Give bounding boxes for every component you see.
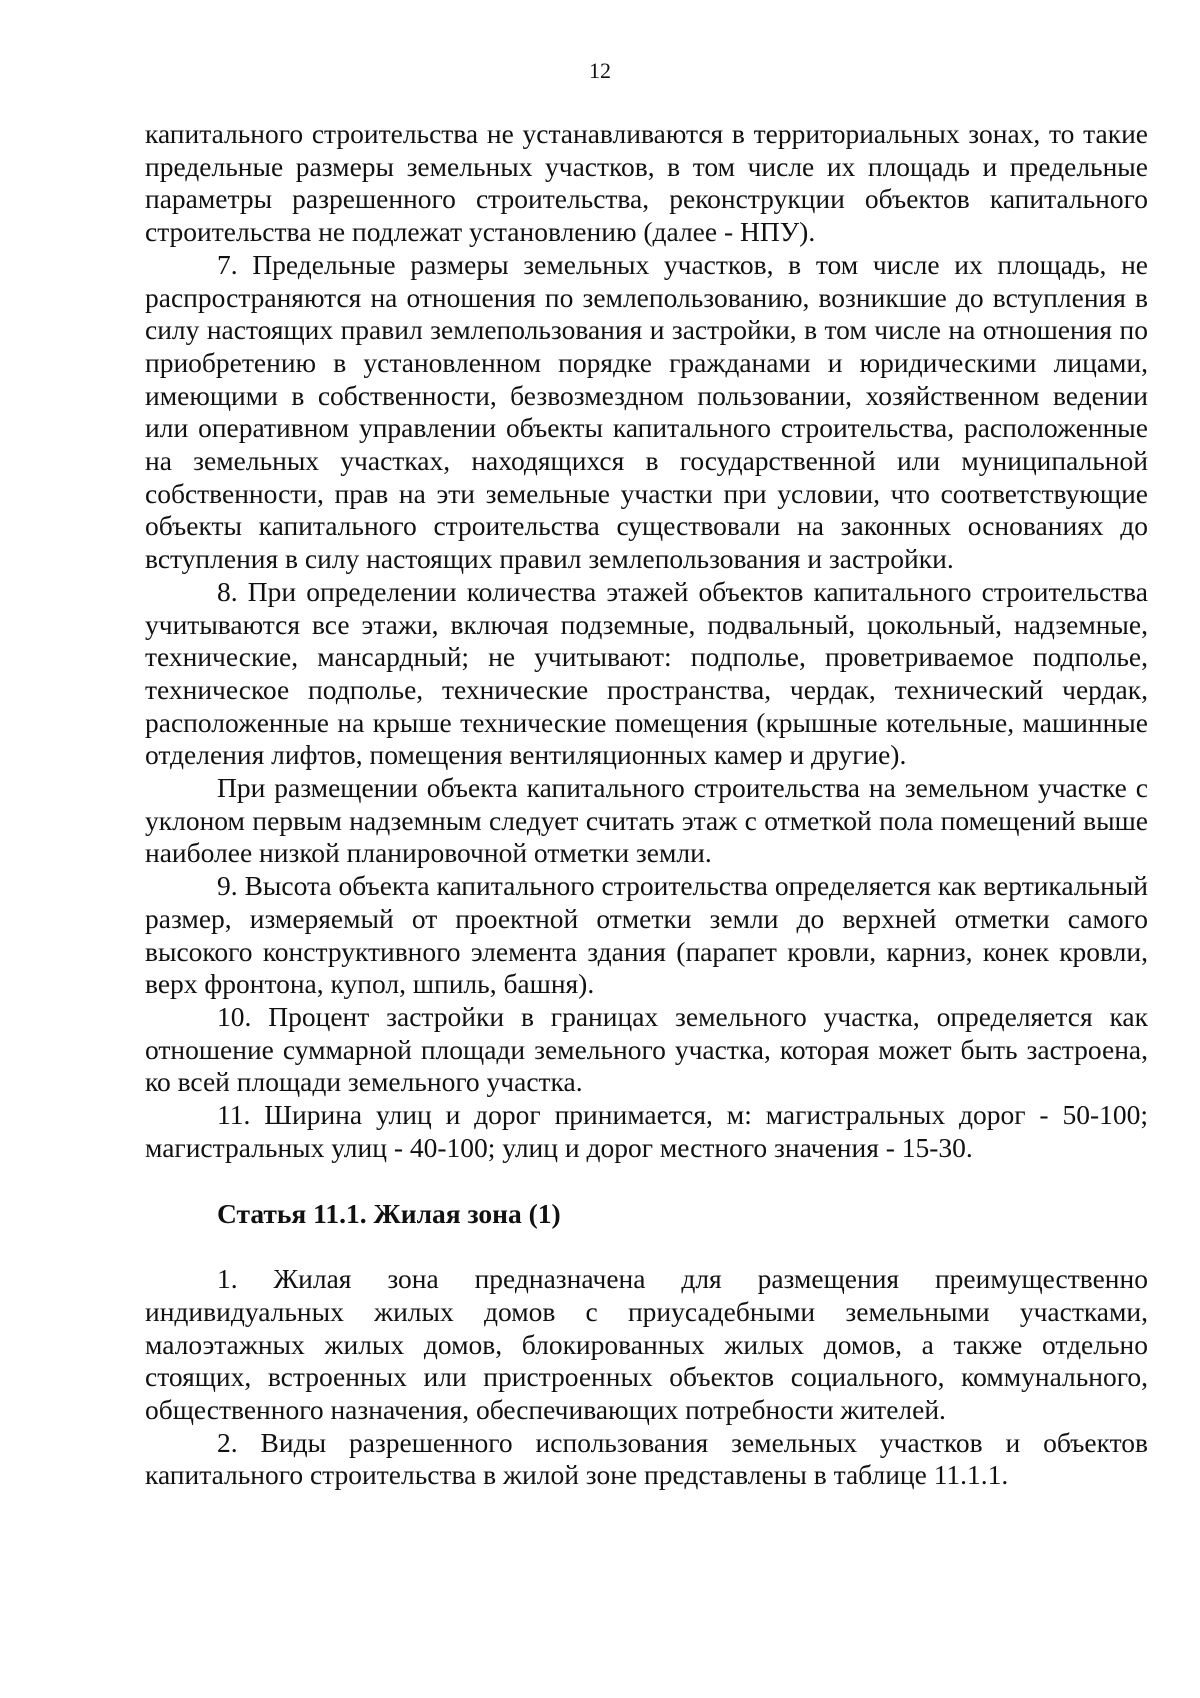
paragraph-item-10: 10. Процент застройки в границах земельного участка, определяется как отношение суммарной площади земельного участка, которая может быть застроена, ко всей площади земельного участка.: [145, 1000, 1148, 1098]
paragraph-continuation: капитального строительства не устанавливаются в территориальных зонах, то такие предельные размеры земельных участков, в том числе их площадь и предельные параметры разрешенного строительства, реконструкции объектов капитального строительства не подлежат установлению (далее - НПУ).: [145, 118, 1148, 248]
paragraph-item-8-slope: При размещении объекта капитального строительства на земельном участке с уклоном первым надземным следует считать этаж с отметкой пола помещений выше наиболее низкой планировочной отметки земли.: [145, 772, 1148, 869]
paragraph-zone-item-2: 2. Виды разрешенного использования земельных участков и объектов капитального строительства в жилой зоне представлены в таблице 11.1.1.: [145, 1426, 1148, 1491]
paragraph-item-11: 11. Ширина улиц и дорог принимается, м: магистральных дорог - 50-100; магистральных улиц - 40-100; улиц и дорог местного значения - 15-30.: [145, 1099, 1148, 1163]
paragraph-item-7: 7. Предельные размеры земельных участков, в том числе их площадь, не распространяются на отношения по землепользованию, возникшие до вступления в силу настоящих правил землепользования и застройки, в том числе на отношения по приобретению в установленном порядке гражданами и юридическими лицами, имеющими в собственности, безвозмездном пользовании, хозяйственном ведении или оперативном управлении объекты капитального строительства, расположенные на земельных участках, находящихся в государственной или муниципальной собственности, прав на эти земельные участки при условии, что соответствующие объекты капитального строительства существовали на законных основаниях до вступления в силу настоящих правил землепользования и застройки.: [145, 248, 1148, 575]
document-body: [145, 118, 1148, 1492]
paragraph-item-8: 8. При определении количества этажей объектов капитального строительства учитываются все этажи, включая подземные, подвальный, цокольный, надземные, технические, мансардный; не учитывают: подполье, проветриваемое подполье, техническое подполье, технические пространства, чердак, технический чердак, расположенные на крыше технические помещения (крышные котельные, машинные отделения лифтов, помещения вентиляционных камер и другие).: [145, 575, 1148, 771]
article-heading: Статья 11.1. Жилая зона (1): [217, 1197, 561, 1229]
page-number: 12: [589, 58, 611, 83]
paragraph-zone-item-1: 1. Жилая зона предназначена для размещения преимущественно индивидуальных жилых домов с приусадебными земельными участками, малоэтажных жилых домов, блокированных жилых домов, а также отдельно стоящих, встроенных или пристроенных объектов социального, коммунального, общественного назначения, обеспечивающих потребности жителей.: [145, 1263, 1148, 1426]
paragraph-item-9: 9. Высота объекта капитального строительства определяется как вертикальный размер, измеряемый от проектной отметки земли до верхней отметки самого высокого конструктивного элемента здания (парапет кровли, карниз, конек кровли, верх фронтона, купол, шпиль, башня).: [145, 870, 1148, 1000]
